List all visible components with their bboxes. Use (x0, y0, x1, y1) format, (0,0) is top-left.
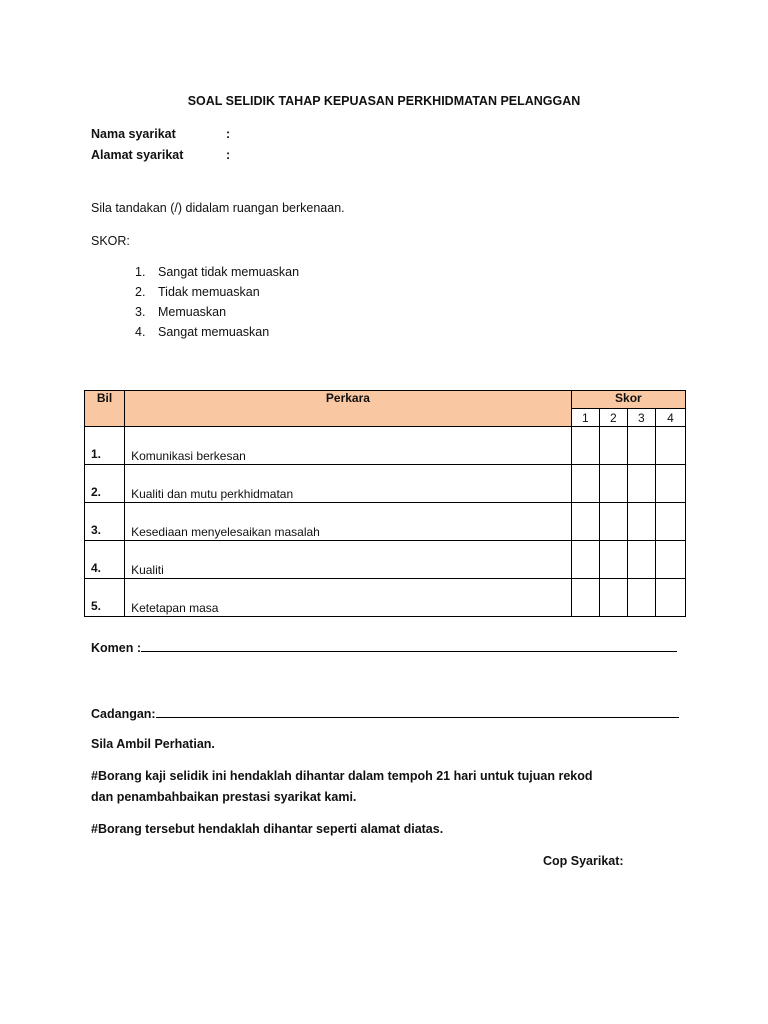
score-cell-4[interactable] (655, 427, 685, 465)
score-cell-2[interactable] (599, 465, 627, 503)
row-item: Ketetapan masa (125, 579, 572, 617)
survey-table (84, 390, 686, 617)
score-scale-item: 2. Tidak memuaskan (135, 285, 260, 299)
row-item: Kualiti (125, 541, 572, 579)
score-cell-3[interactable] (627, 579, 655, 617)
suggestion-label: Cadangan: (91, 707, 156, 721)
suggestion-line[interactable] (156, 705, 679, 718)
score-cell-1[interactable] (571, 503, 599, 541)
note-submission-period: #Borang kaji selidik ini hendaklah dihantar dalam tempoh 21 hari untuk tujuan rekod dan penambahbaikan prestasi syarikat kami. (91, 769, 593, 804)
score-scale-item: 1. Sangat tidak memuaskan (135, 265, 300, 279)
score-cell-4[interactable] (655, 541, 685, 579)
score-col-1: 1 (571, 409, 599, 427)
row-number: 2. (85, 465, 125, 503)
score-col-4: 4 (655, 409, 685, 427)
notice-heading: Sila Ambil Perhatian. (91, 737, 215, 751)
score-cell-1[interactable] (571, 579, 599, 617)
score-cell-2[interactable] (599, 541, 627, 579)
score-cell-4[interactable] (655, 503, 685, 541)
table-row (85, 465, 686, 503)
header-bil: Bil (85, 391, 125, 427)
comment-label: Komen : (91, 641, 141, 655)
company-name-colon: : (226, 127, 231, 141)
score-cell-1[interactable] (571, 465, 599, 503)
table-row (85, 427, 686, 465)
score-scale-item: 3. Memuaskan (135, 305, 227, 319)
score-cell-2[interactable] (599, 427, 627, 465)
row-item: Komunikasi berkesan (125, 427, 572, 465)
row-number: 3. (85, 503, 125, 541)
table-row (85, 503, 686, 541)
score-cell-4[interactable] (655, 579, 685, 617)
score-col-3: 3 (627, 409, 655, 427)
score-cell-3[interactable] (627, 427, 655, 465)
company-name-label: Nama syarikat (91, 127, 176, 141)
company-address-colon: : (226, 148, 231, 162)
score-cell-2[interactable] (599, 503, 627, 541)
row-item: Kualiti dan mutu perkhidmatan (125, 465, 572, 503)
company-stamp-label: Cop Syarikat: (543, 854, 624, 868)
comment-line[interactable] (141, 639, 677, 652)
document-title: SOAL SELIDIK TAHAP KEPUASAN PERKHIDMATAN PELANGGAN (187, 94, 581, 108)
score-cell-2[interactable] (599, 579, 627, 617)
score-col-2: 2 (599, 409, 627, 427)
note-submission-address: #Borang tersebut hendaklah dihantar seperti alamat diatas. (91, 822, 444, 836)
score-cell-4[interactable] (655, 465, 685, 503)
score-cell-3[interactable] (627, 465, 655, 503)
header-perkara: Perkara (125, 391, 572, 427)
score-scale-item: 4. Sangat memuaskan (135, 325, 270, 339)
row-number: 5. (85, 579, 125, 617)
score-cell-3[interactable] (627, 503, 655, 541)
row-item: Kesediaan menyelesaikan masalah (125, 503, 572, 541)
score-scale-list (135, 264, 299, 344)
company-address-label: Alamat syarikat (91, 148, 184, 162)
row-number: 4. (85, 541, 125, 579)
score-cell-3[interactable] (627, 541, 655, 579)
table-row (85, 579, 686, 617)
comment-field (91, 639, 677, 655)
instruction-text: Sila tandakan (/) didalam ruangan berkenaan. (91, 201, 345, 215)
score-cell-1[interactable] (571, 427, 599, 465)
score-cell-1[interactable] (571, 541, 599, 579)
suggestion-field (91, 705, 679, 721)
table-row (85, 541, 686, 579)
score-heading: SKOR: (91, 234, 130, 248)
row-number: 1. (85, 427, 125, 465)
header-skor: Skor (571, 391, 685, 409)
